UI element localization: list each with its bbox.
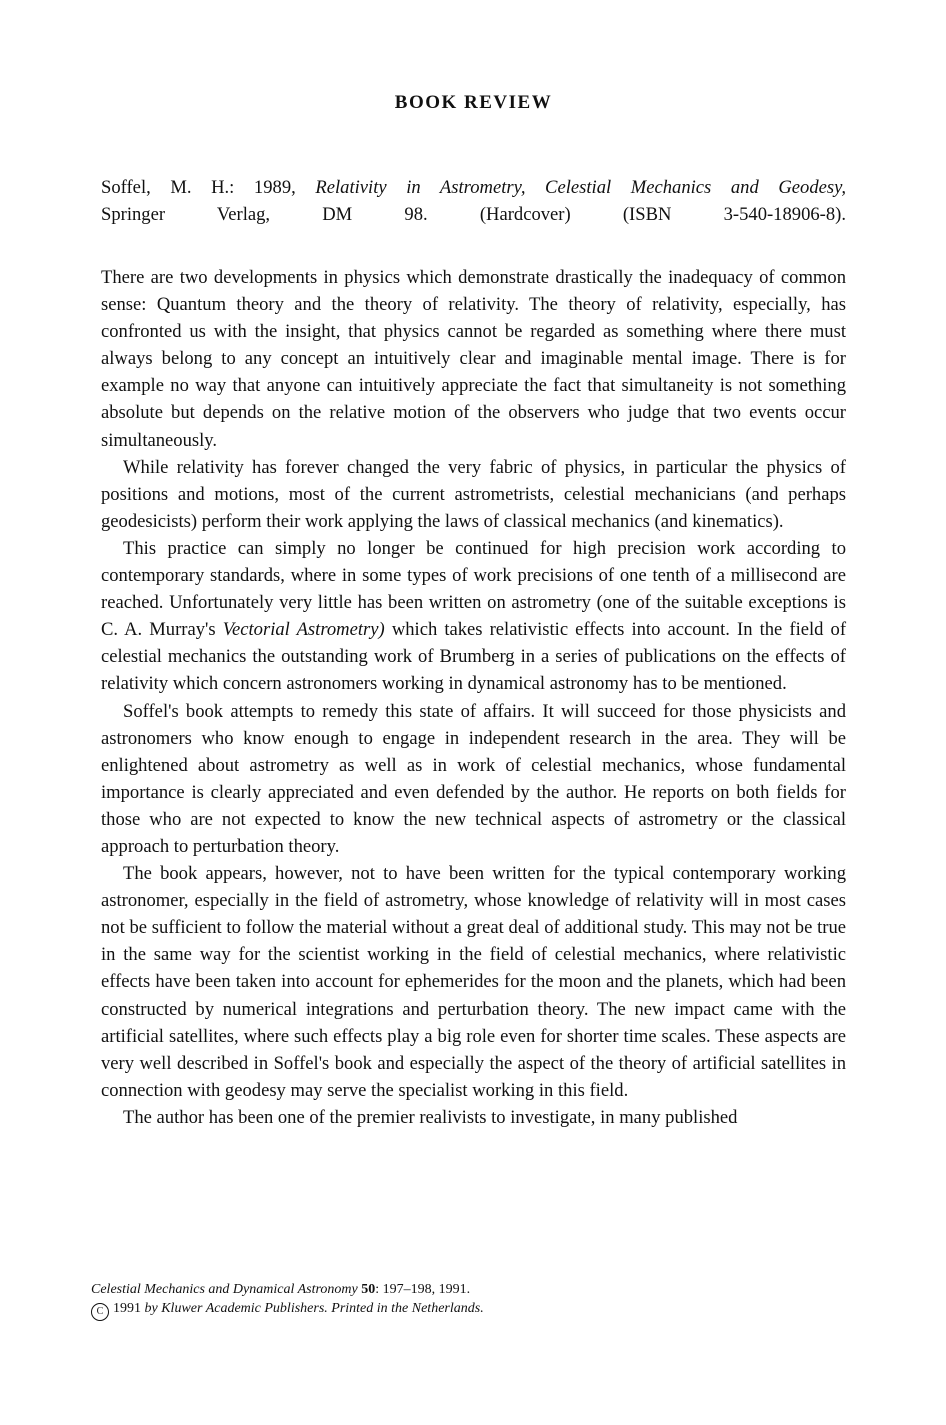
book-citation [101,174,846,201]
journal-pages: : 197–198, 1991. [375,1282,471,1297]
copyright-year: 1991 [113,1301,141,1316]
paragraph-6: The author has been one of the premier realivists to investigate, in many published [123,1106,738,1128]
citation-publisher-line [101,201,846,228]
review-page [101,90,846,1131]
copyright-icon: C [91,1303,109,1321]
vectorial-astrometry-title: Vectorial Astrometry) [222,619,385,641]
copyright-text: by Kluwer Academic Publishers. Printed in the Netherlands. [144,1301,484,1316]
paragraph-3-text-a: This practice can simply no longer be continued for high precision work according to contemporary standards, where in some types of work precisions of one tenth of a millisecond are reached. Unfortunately very little has been written on astrometry (one of the suitable exceptions is C. A. Murray's [101,537,846,641]
paragraph-1: There are two developments in physics which demonstrate drastically the inadequacy of common sense: Quantum theory and the theory of relativity. The theory of relativity, especially, has confronted us with the insight, that physics cannot be regarded as something where there must always belong to any concept an intuitively clear and imaginable mental image. There is for example no way that anyone can intuitively appreciate the fact that simultaneity is not something absolute but depends on the relative motion of the observers who judge that two events occur simultaneously. [101,267,846,451]
copyright-line [91,1299,791,1321]
page-footer [91,1280,791,1321]
review-body [101,264,846,1131]
paragraph-2: While relativity has forever changed the very fabric of physics, in particular the physics of positions and motions, most of the current astrometrists, celestial mechanicians (and perhaps geodesicists) perform their work applying the laws of classical mechanics (and kinematics). [101,456,846,532]
citation-publisher: Springer Verlag, DM 98. (Hardcover) (ISBN 3-540-18906-8). [101,204,846,225]
citation-title: Relativity in Astrometry, Celestial Mechanics and Geodesy, [315,177,846,198]
page-title: BOOK REVIEW [394,92,553,113]
journal-reference [91,1280,791,1299]
journal-name: Celestial Mechanics and Dynamical Astronomy [91,1282,358,1297]
paragraph-4: Soffel's book attempts to remedy this state of affairs. It will succeed for those physicists and astronomers who know enough to engage in independent research in the area. They will be enlightened about astrometry as well as in work of celestial mechanics, whose fundamental importance is clearly appreciated and even defended by the author. He reports on both fields for those who are not expected to know the new technical aspects of astrometry or the classical approach to perturbation theory. [101,700,846,857]
paragraph-3-text-b: which takes relativistic effects into account. In the field of celestial mechanics the outstanding work of Brumberg in a series of publications on the effects of relativity which concern astronomers working in dynamical astronomy has to be mentioned. [101,619,847,695]
paragraph-3 [101,535,846,698]
citation-authors: Soffel, M. H.: 1989, [101,177,296,198]
journal-volume: 50 [361,1282,376,1297]
paragraph-5: The book appears, however, not to have been written for the typical contemporary working astronomer, especially in the field of astrometry, whose knowledge of relativity will in most cases not be sufficient to follow the material without a great deal of additional study. This may not be true in the same way for the scientist working in the field of celestial mechanics, where relativistic effects have been taken into account for ephemerides for the moon and the planets, which had been constructed by numerical integrations and perturbation theory. The new impact came with the artificial satellites, where such effects play a big role even for shorter time scales. These aspects are very well described in Soffel's book and especially the aspect of the theory of artificial satellites in connection with geodesy may serve the specialist working in this field. [101,863,846,1101]
